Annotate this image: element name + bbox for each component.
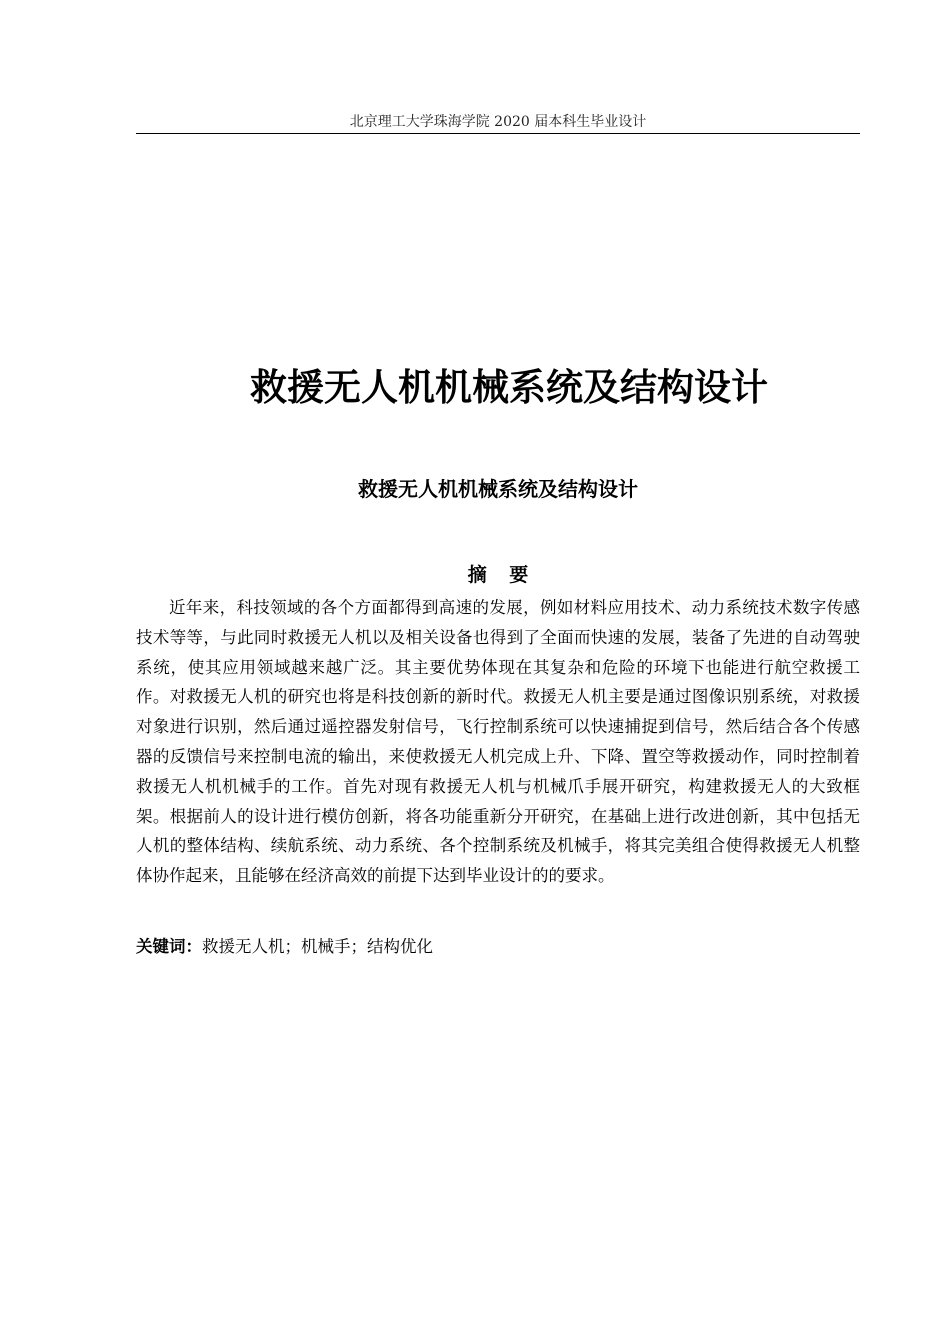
thesis-subtitle: 救援无人机机械系统及结构设计 [358,477,638,501]
keywords-label: 关键词： [136,937,202,956]
thesis-title: 救援无人机机械系统及结构设计 [250,365,768,409]
running-header: 北京理工大学珠海学院 2020 届本科生毕业设计 [136,111,860,134]
keywords-value: 救援无人机；机械手；结构优化 [202,937,433,956]
abstract-heading: 摘 要 [467,564,537,586]
abstract-body: 近年来，科技领域的各个方面都得到高速的发展，例如材料应用技术、动力系统技术数字传感技术等等，与此同时救援无人机以及相关设备也得到了全面而快速的发展，装备了先进的自动驾驶系统，使其应用领域越来越广泛。其主要优势体现在其复杂和危险的环境下也能进行航空救援工作。对救援无人机的研究也将是科技创新的新时代。救援无人机主要是通过图像识别系统，对救援对象进行识别，然后通过遥控器发射信号，飞行控制系统可以快速捕捉到信号，然后结合各个传感器的反馈信号来控制电流的输出，来使救援无人机完成上升、下降、置空等救援动作，同时控制着救援无人机机械手的工作。首先对现有救援无人机与机械爪手展开研究，构建救援无人的大致框架。根据前人的设计进行模仿创新，将各功能重新分开研究，在基础上进行改进创新，其中包括无人机的整体结构、续航系统、动力系统、各个控制系统及机械手，将其完美组合使得救援无人机整体协作起来，且能够在经济高效的前提下达到毕业设计的的要求。 [136,598,860,886]
keywords-line [136,932,860,962]
